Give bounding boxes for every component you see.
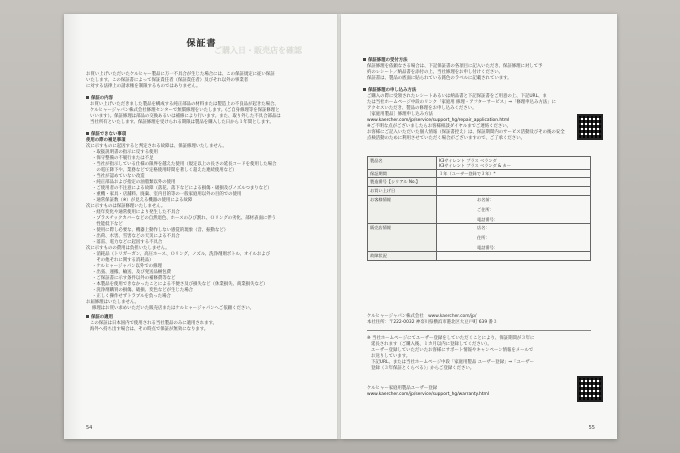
table-row <box>368 170 591 178</box>
excluded-line: ・落雷、電力などに起因する不具合 <box>92 240 163 245</box>
area-line: この保証は日本国内で使用される当社製品のみに適用されます。 <box>90 321 217 326</box>
excluded-line: ・通常保証数（※）が見える機器の使用による故障 <box>92 198 193 203</box>
table-row <box>368 178 591 187</box>
excluded-line: ・洗浄剤購買の損傷、破損、変色などが生じた場合 <box>92 288 193 293</box>
excluded-line: ・純正部品および指定の油脂類以外の使用 <box>92 180 176 185</box>
apply-line: ［家庭用製品］修理申し込み方法 <box>367 112 433 117</box>
excluded-line: 性能低下など <box>92 222 123 227</box>
excluded-line: ・ご使用者の不注意による故障（落花、落下などによる損傷・破損及びノズルつまりなど） <box>92 186 272 191</box>
register-note: ※ 当社ホームページにてユーザー登録をしていただくことにより、保証期間が３年に <box>367 336 535 341</box>
excluded-subheading: お届修理はいたしません。 <box>86 300 139 305</box>
excluded-line: ・当社が認めていない改造 <box>92 174 145 179</box>
area-heading: 保証の適用 <box>86 315 113 321</box>
table-label: 故障状況 <box>368 252 437 261</box>
excluded-line: ・使用に際し必要な、機器上動作しない感覚的現象（音、振動など） <box>92 228 229 233</box>
excluded-line: ・正しく操作せずトラブルを負った場合 <box>92 294 171 299</box>
excluded-line: その他それに関する消耗品） <box>92 258 154 263</box>
area-line: 海外へ持ち出す場合は、その時点で保証が無効になります。 <box>90 327 209 332</box>
register-note: ユーザー登録していただいたお客様にサポート情報やキャンペーン情報をメールで <box>371 348 534 353</box>
table-label: お買い上げ日 <box>368 187 437 196</box>
register-qr-code-icon[interactable] <box>577 376 603 402</box>
excluded-line: ・経年変化や通常使用により発生した不具合 <box>92 210 180 215</box>
excluded-line: 修理はお買い求めいただいた販売店またはケルヒャージャパンへご依頼ください。 <box>92 306 255 311</box>
table-row <box>368 224 591 252</box>
table-label: 製造番号【シリアル No.】 <box>368 178 437 187</box>
apply-heading: 保証修理の申し込み方法 <box>363 88 416 94</box>
excluded-line: ・プラスチックカバーなどの自然退色、ホースのひび割れ、Ｏリングの劣化、部材表面に伴う <box>92 216 277 221</box>
address-line: 本社住所：〒222-0032 神奈川県横浜市港北区大豆戸町 639 番３ <box>367 320 498 325</box>
content-line: 当社所有といたします。保証修理を受けられる期限は製品を購入した日から１年間とします。 <box>90 120 274 125</box>
register-note: 登録（３年保証とくらべる）」からご登録ください。 <box>371 366 475 371</box>
company-line: ケルヒャージャパン株式会社 www.kaercher.com/jp/ <box>367 314 477 319</box>
warranty-table <box>367 156 591 261</box>
excluded-line: ・保守整備の不履行または不足 <box>92 156 154 161</box>
ghost-header: ご購入日・販売店を確認 <box>214 46 302 55</box>
content-heading: 保証の内容 <box>86 96 113 102</box>
register-note: 延長されます（ご購入後、１カ月以内に登録してください）。 <box>371 342 492 347</box>
intro-line: に対する法律上の請求権を制限するものではありません。 <box>86 84 201 89</box>
excluded-line: ・ご保証書に示す条件以外の補修費等など <box>92 276 176 281</box>
register-label: ケルヒャー家庭用製品ユーザー登録 <box>367 386 438 391</box>
excluded-line: ・ケルヒャージャパン以外での修理 <box>92 264 162 269</box>
apply-line: ※ご不明な点がございましたらお客様相談ダイヤルまでご連絡ください。 <box>367 124 512 129</box>
page-shadow <box>64 14 82 439</box>
page-number-left: 54 <box>86 425 93 431</box>
apply-line: アクセスいただき、製品の修理をお申し込みください。 <box>367 106 477 111</box>
excluded-subheading: 次に示すものの費用は負担いたしません。 <box>86 246 170 251</box>
left-page <box>64 14 339 439</box>
apply-line: お客様にご記入いただいた個人情報（保証書控え）は、保証期間内のサービス活動及びその後の安全 <box>367 130 565 135</box>
content-line: ケルヒャージャパン株式会社修理センターで無償修理をいたします。(ご自身修理等を保証修理と <box>90 108 280 113</box>
table-label: お客様情報 <box>368 196 437 224</box>
content-line: いいます）。保証修理は部品の交換あるいは補修により行います。また、取り外した不具合部品は <box>90 114 281 119</box>
page-number-right: 55 <box>588 425 595 431</box>
intro-line: お買い上げいただいたケルヒャー製品に万一不具合が生じた場合には、この保証規定に従い保証 <box>86 72 275 77</box>
intro-line: いたします。この保証書によって保証責任者（保証責任者）及びそれ以外の事業者 <box>86 78 249 83</box>
table-value[interactable] <box>437 252 591 261</box>
table-value[interactable]: K3サイレント プラス ベランダ K3サイレント プラス ベランダ & カー <box>437 157 591 170</box>
excluded-line: ・重機・家具・店舗料、廃棄、室内目的等の一般家庭用以外の目的での使用 <box>92 192 242 197</box>
register-note: お送りしています。 <box>371 354 411 359</box>
warranty-title: 保証書 <box>186 39 217 49</box>
excluded-line: ・出荷、水害、雪害などの天災による不具合 <box>92 234 180 239</box>
table-row <box>368 196 591 224</box>
note-heading: 保証修理の受付方法 <box>363 58 408 64</box>
repair-url-link[interactable]: www.kaercher.com/jp/service/support_hg/repair_application.html <box>367 118 510 123</box>
table-label: 販売店情報 <box>368 224 437 252</box>
table-value[interactable] <box>437 178 591 187</box>
repair-qr-code-icon[interactable] <box>577 114 603 140</box>
note-line: 約のレシート／納品書を添付の上、当社修理をお申し付けください。 <box>367 70 504 75</box>
apply-line: 点検活動のために利用させていただく場合がございますので、ご了承ください。 <box>367 136 525 141</box>
excluded-heading: 保証できない事項 <box>86 132 126 138</box>
excluded-line: ・当社が指示している仕様の限界を越えた使用（規定以上の長さの延長コードを使用した場合 <box>92 162 277 167</box>
apply-line: ご購入の際に受領されたレシートあるいは納品書と下記保証書をご用意の上、下記URL、ま <box>367 94 547 99</box>
right-page <box>341 14 617 439</box>
note-line: 保証修理を依頼なさる場合は、下記保証書の各項目に記入いただき、保証修理に対して予 <box>367 64 543 69</box>
excluded-line: ・取扱説明書の指示に反する使用 <box>92 150 158 155</box>
table-label: 製品名 <box>368 157 437 170</box>
register-note: 下記URL、または当社ホームページ中段「家庭用製品 ユーザー登録」⇒「ユーザー <box>371 360 534 365</box>
excluded-line: ・本製品を使用できなかったことによる不便さ及び損失など（休業損失、商業損失など） <box>92 282 268 287</box>
content-line: お買い上げいただきました製品を構成する純正部品の材料または製造上の不良品が起きた場合、 <box>90 102 279 107</box>
table-value[interactable]: １年（ユーザー登録で３年）* <box>437 170 591 178</box>
table-row <box>368 252 591 261</box>
excluded-subheading: 次に示すものは保証修理いたしません。 <box>86 204 166 209</box>
table-value[interactable]: お名前： ご住所： 電話番号： <box>437 196 591 224</box>
excluded-line: ・消耗品（トリガーガン、高圧ホース、Ｏリング、ノズル、洗浄剤剤ボトル、オイルおよび <box>92 252 271 257</box>
register-url-link[interactable]: www.kaercher.com/jp/service/support_hg/warranty.html <box>367 392 490 397</box>
excluded-subheading: 次に示すものに起因すると判定される故障は、保証修理いたしません。 <box>86 144 227 149</box>
note-line: 保証書は、製品の底面に貼られている銘色のラベルに記載されています。 <box>367 76 512 81</box>
excluded-line: 使用の際の補足事項 <box>86 138 126 143</box>
table-value[interactable] <box>437 187 591 196</box>
table-label: 保証期間 <box>368 170 437 178</box>
table-value[interactable]: 店名： 住所： 電話番号： <box>437 224 591 252</box>
excluded-line: ・出張、運搬、輸送、及び発送品梱包費 <box>92 270 172 275</box>
apply-line: たは当社ホームページ中段のリンク「家庭用 修理・アフターサービス」⇒「修理申込み方法」に <box>367 100 557 105</box>
divider <box>367 330 591 331</box>
table-row <box>368 157 591 170</box>
table-row <box>368 187 591 196</box>
excluded-line: の電圧降下や、業務などで定格使用時間を著しく超えた連続使用など） <box>92 168 237 173</box>
